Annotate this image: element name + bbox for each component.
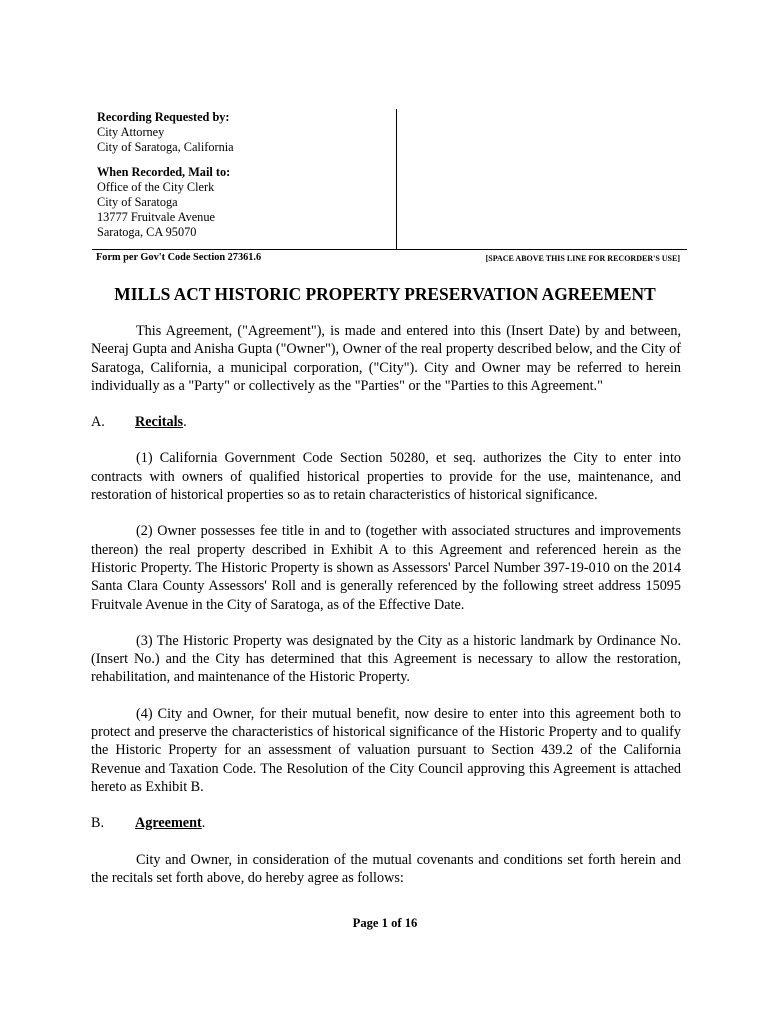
recording-line: City Attorney — [97, 125, 165, 140]
section-title: Recitals — [135, 414, 184, 431]
section-title: Agreement — [135, 815, 202, 832]
page-number: Page 1 of 16 — [352, 916, 418, 930]
recorder-space-divider — [92, 249, 687, 250]
section-b-heading: B. Agreement. — [91, 815, 206, 832]
section-a-heading: A. Recitals. — [91, 414, 187, 431]
intro-paragraph: This Agreement, ("Agreement"), is made and entered into this (Insert Date) by and between, Neeraj Gupta and Anisha Gupta ("Owner"), Owner of the real property described below, and the City of Saratoga, California, a municipal corporation, ("City"). City and Owner may be referred to herein individually as a "Party" or collectively as the "Parties" or the "Parties to this Agreement." — [91, 323, 681, 394]
document-body — [91, 322, 681, 887]
mail-line: Office of the City Clerk — [97, 179, 215, 194]
document-title: MILLS ACT HISTORIC PROPERTY PRESERVATION AGREEMENT — [114, 284, 656, 304]
mail-line: Saratoga, CA 95070 — [97, 225, 197, 240]
mail-to-label: When Recorded, Mail to: — [97, 164, 231, 179]
recording-requested-label: Recording Requested by: — [97, 110, 230, 124]
recital-paragraph: (4) City and Owner, for their mutual benefit, now desire to enter into this agreement both to protect and preserve the characteristics of historical significance of the Historic Property and to qualify the Historic Property for an assessment of valuation pursuant to Section 439.2 of the California Revenue and Taxation Code. The Resolution of the City Council approving this Agreement is attached hereto as Exhibit B. — [91, 705, 681, 795]
recital-paragraph: (2) Owner possesses fee title in and to (together with associated structures and improvements thereon) the real property described in Exhibit A to this Agreement and referenced herein as the Historic Property. The Historic Property is shown as Assessors' Parcel Number 397-19-010 on the 2014 Santa Clara County Assessors' Roll and is generally referenced by the following street address 15095 Fruitvale Avenue in the City of Saratoga, as of the Effective Date. — [91, 523, 681, 613]
mail-line: 13777 Fruitvale Avenue — [97, 210, 215, 225]
form-reference: Form per Gov't Code Section 27361.6 — [96, 252, 262, 263]
section-number: A. — [91, 414, 105, 431]
recorder-space-note: [SPACE ABOVE THIS LINE FOR RECORDER'S USE] — [485, 254, 680, 263]
recital-paragraph: (3) The Historic Property was designated by the City as a historic landmark by Ordinance No. (Insert No.) and the City has determined that this Agreement is necessary to allow the restoration, rehabilitation, and maintenance of the Historic Property. — [91, 632, 681, 686]
agreement-paragraph: City and Owner, in consideration of the mutual covenants and conditions set forth herein and the recitals set forth above, do hereby agree as follows: — [91, 851, 681, 886]
section-number: B. — [91, 815, 105, 832]
recording-block — [97, 110, 397, 241]
mail-line: City of Saratoga — [97, 195, 178, 210]
header-vertical-divider — [396, 109, 397, 249]
recording-line: City of Saratoga, California — [97, 140, 234, 155]
recital-paragraph: (1) California Government Code Section 50280, et seq. authorizes the City to enter into contracts with owners of qualified historical properties to provide for the use, maintenance, and restoration of historical properties so as to retain characteristics of historical significance. — [91, 450, 681, 504]
